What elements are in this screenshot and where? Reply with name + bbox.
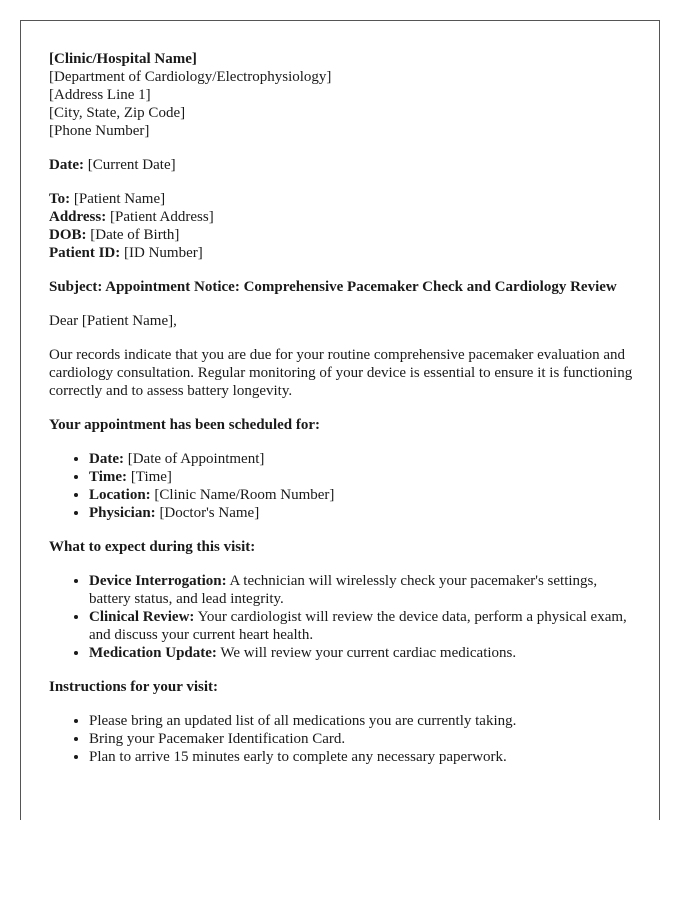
expect-item-label: Clinical Review: xyxy=(89,609,195,625)
expect-item xyxy=(89,644,639,662)
instructions-item: • Please bring an updated list of all medications you are currently taking. xyxy=(89,712,639,730)
instructions-heading xyxy=(49,678,639,696)
appointment-item-label: Time: xyxy=(89,469,128,485)
expect-list xyxy=(49,572,639,662)
intro-paragraph: Our records indicate that you are due for your routine comprehensive pacemaker evaluation and cardiology consultation. Regular monitoring of your device is essential to ensure it is functioning correctly and to assess battery longevity. xyxy=(49,347,633,399)
city-state-zip: [City, State, Zip Code] xyxy=(49,105,186,121)
date-label: Date: xyxy=(49,157,84,173)
expect-item xyxy=(89,572,639,608)
appointment-item-label: Location: xyxy=(89,487,151,503)
letter-date xyxy=(49,156,639,174)
appointment-item-label: Date: xyxy=(89,451,124,467)
dob-label: DOB: xyxy=(49,227,87,243)
appointment-item-label: Physician: xyxy=(89,505,156,521)
appointment-item xyxy=(89,486,639,504)
appointment-item xyxy=(89,504,639,522)
instructions-heading-text: Instructions for your visit: xyxy=(49,679,219,695)
to-value: [Patient Name] xyxy=(70,191,166,207)
appointment-heading xyxy=(49,416,639,434)
recipient-patient-id xyxy=(49,244,639,262)
recipient-block xyxy=(49,190,639,262)
expect-heading-text: What to expect during this visit: xyxy=(49,539,256,555)
appointment-heading-text: Your appointment has been scheduled for: xyxy=(49,417,321,433)
phone-number: [Phone Number] xyxy=(49,123,150,139)
department-name: [Department of Cardiology/Electrophysiology] xyxy=(49,69,332,85)
expect-heading xyxy=(49,538,639,556)
to-label: To: xyxy=(49,191,71,207)
expect-item-label: Device Interrogation: xyxy=(89,573,227,589)
appointment-list xyxy=(49,450,639,522)
appointment-item-value: [Date of Appointment] xyxy=(123,451,265,467)
address-value: [Patient Address] xyxy=(106,209,214,225)
appointment-item xyxy=(89,468,639,486)
patient-id-value: [ID Number] xyxy=(120,245,203,261)
subject-line xyxy=(49,278,639,296)
instructions-list xyxy=(49,712,639,766)
expect-item xyxy=(89,608,639,644)
letterhead xyxy=(49,50,639,140)
appointment-item-value: [Clinic Name/Room Number] xyxy=(150,487,335,503)
instructions-item: • Bring your Pacemaker Identification Card. xyxy=(89,730,639,748)
appointment-item-value: [Time] xyxy=(127,469,172,485)
appointment-item xyxy=(89,450,639,468)
recipient-to xyxy=(49,190,639,208)
clinic-name: [Clinic/Hospital Name] xyxy=(49,51,197,67)
letter-page xyxy=(20,20,660,820)
date-value: [Current Date] xyxy=(83,157,176,173)
patient-id-label: Patient ID: xyxy=(49,245,121,261)
expect-item-value: A technician will wirelessly check your pacemaker's settings, battery status, and lead integrity. xyxy=(89,573,598,607)
recipient-dob xyxy=(49,226,639,244)
instructions-item: • Plan to arrive 15 minutes early to complete any necessary paperwork. xyxy=(89,748,639,766)
address-label: Address: xyxy=(49,209,107,225)
address-line: [Address Line 1] xyxy=(49,87,151,103)
recipient-address xyxy=(49,208,639,226)
expect-item-label: Medication Update: xyxy=(89,645,217,661)
salutation: Dear [Patient Name], xyxy=(49,313,177,329)
expect-item-value: Your cardiologist will review the device data, perform a physical exam, and discuss your current heart health. xyxy=(89,609,627,643)
appointment-item-value: [Doctor's Name] xyxy=(155,505,260,521)
subject-text: Subject: Appointment Notice: Comprehensive Pacemaker Check and Cardiology Review xyxy=(49,279,617,295)
expect-item-value: We will review your current cardiac medications. xyxy=(216,645,517,661)
dob-value: [Date of Birth] xyxy=(86,227,180,243)
